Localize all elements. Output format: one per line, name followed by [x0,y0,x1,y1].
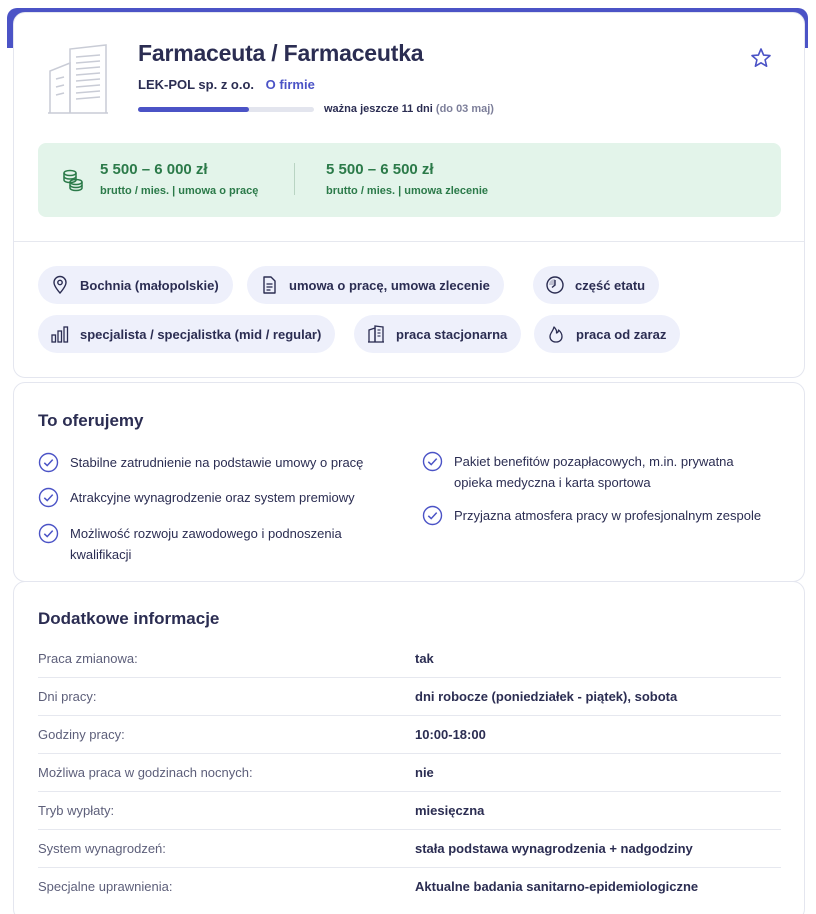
star-icon[interactable] [749,46,773,70]
validity-date: (do 03 maj) [435,103,494,115]
check-circle-icon [38,523,59,544]
benefit-item [422,451,762,493]
info-label: Dni pracy: [38,689,97,704]
validity-progress-bar [138,107,314,112]
info-row [38,640,781,678]
offer-section-title: To oferujemy [38,411,144,430]
info-row [38,830,781,868]
chip-level [38,315,335,353]
benefit-item [38,452,378,473]
chip-start-label: praca od zaraz [576,326,667,342]
chip-mode-label: praca stacjonarna [396,326,508,342]
salary-description: brutto / mies. | umowa o pracę [100,185,259,197]
info-label: Praca zmianowa: [38,651,138,666]
flame-icon [546,324,566,344]
chip-worktime [533,266,659,304]
check-circle-icon [422,505,443,526]
info-label: Możliwa praca w godzinach nocnych: [38,765,253,780]
job-header-card [13,12,805,378]
info-row [38,754,781,792]
offer-card [13,382,805,582]
validity-text [324,103,494,115]
benefit-text: Pakiet benefitów pozapłacowych, m.in. prywatna opieka medyczna i karta sportowa [454,454,734,490]
company-name: LEK-POL sp. z o.o. [138,77,255,92]
company-logo-placeholder-icon [48,43,108,115]
info-value: nie [415,765,434,780]
salary-box [38,143,781,217]
info-value: dni robocze (poniedziałek - piątek), sobota [415,689,678,704]
info-value: 10:00-18:00 [415,727,486,742]
benefit-text: Stabilne zatrudnienie na podstawie umowy o pracę [70,455,364,470]
info-value: miesięczna [415,803,485,818]
map-pin-icon [50,275,70,295]
salary-description: brutto / mies. | umowa zlecenie [326,185,489,197]
additional-info-card [13,581,805,914]
info-label: Tryb wypłaty: [38,803,115,818]
validity-days: ważna jeszcze 11 dni [324,103,433,115]
info-label: Godziny pracy: [38,727,125,742]
benefit-item [38,523,378,565]
job-title: Farmaceuta / Farmaceutka [138,40,424,66]
info-row [38,716,781,754]
info-section-title: Dodatkowe informacje [38,609,220,628]
salary-option-2 [326,161,488,197]
info-row [38,868,781,906]
salary-divider [294,163,295,195]
about-company-link[interactable]: O firmie [265,77,315,92]
info-row [38,792,781,830]
divider [14,241,804,242]
document-icon [259,275,279,295]
chip-worktime-label: część etatu [575,277,646,293]
benefit-text: Przyjazna atmosfera pracy w profesjonalnym zespole [454,508,762,523]
chip-mode [354,315,521,353]
chip-contract [247,266,504,304]
chip-location-label: Bochnia (małopolskie) [80,277,219,293]
office-building-icon [366,324,386,344]
coins-icon [62,168,84,192]
info-row [38,678,781,716]
benefit-item [422,505,762,526]
benefit-text: Atrakcyjne wynagrodzenie oraz system premiowy [70,490,355,505]
check-circle-icon [422,451,443,472]
check-circle-icon [38,452,59,473]
salary-amount: 5 500 – 6 000 zł [100,161,208,178]
info-value: tak [415,651,434,666]
chip-contract-label: umowa o pracę, umowa zlecenie [289,277,490,293]
benefit-item [38,487,378,508]
benefit-text: Możliwość rozwoju zawodowego i podnoszenia kwalifikacji [70,526,342,562]
chip-start [534,315,680,353]
clock-icon [545,275,565,295]
info-label: Specjalne uprawnienia: [38,879,173,894]
info-value: Aktualne badania sanitarno-epidemiologiczne [415,879,699,894]
bar-chart-icon [50,324,70,344]
company-row [138,77,315,92]
check-circle-icon [38,487,59,508]
info-label: System wynagrodzeń: [38,841,166,856]
chip-level-label: specjalista / specjalistka (mid / regular) [80,326,322,342]
salary-option-1 [100,161,258,197]
salary-amount: 5 500 – 6 500 zł [326,161,434,178]
chip-location [38,266,233,304]
validity-progress-fill [138,107,249,112]
info-value: stała podstawa wynagrodzenia + nadgodziny [415,841,693,856]
